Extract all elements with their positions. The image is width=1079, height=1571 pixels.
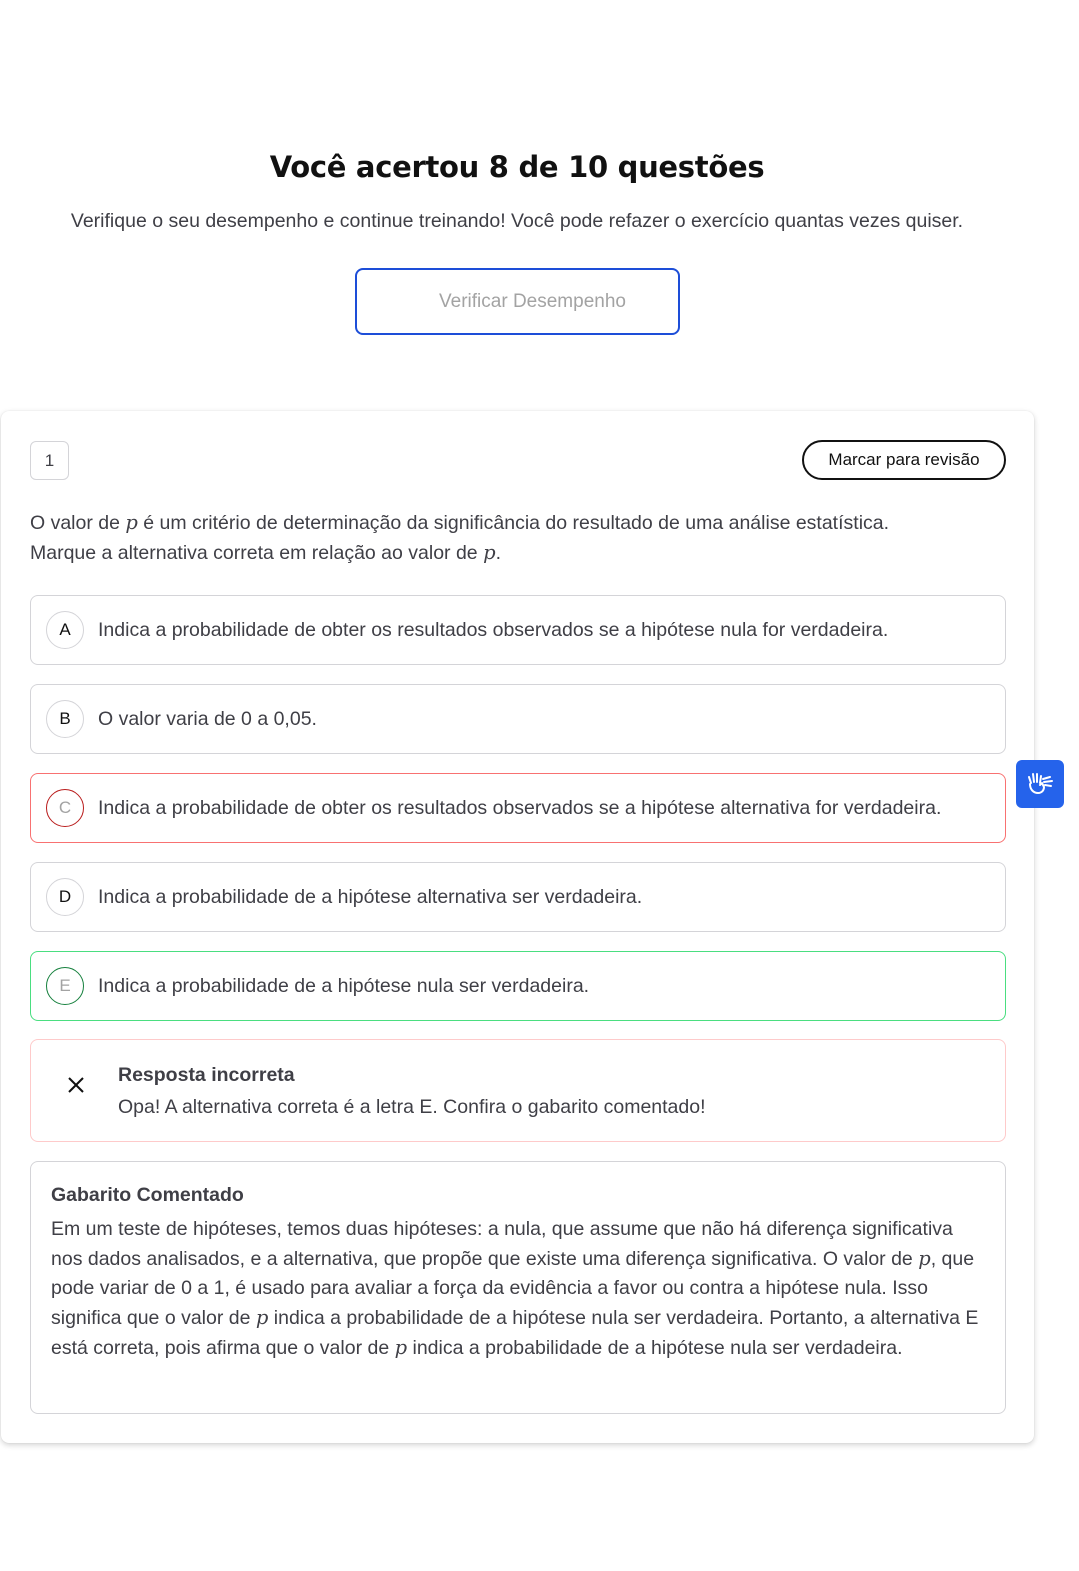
option-b[interactable] (30, 684, 1006, 754)
sign-language-button[interactable] (1016, 760, 1064, 808)
option-e[interactable] (30, 951, 1006, 1021)
math-variable: p (918, 1247, 931, 1270)
option-text: O valor varia de 0 a 0,05. (98, 707, 317, 730)
feedback-title: Resposta incorreta (118, 1064, 295, 1086)
feedback-box (30, 1039, 1006, 1142)
feedback-message: Opa! A alternativa correta é a letra E. Confira o gabarito comentado! (118, 1096, 706, 1118)
option-text: Indica a probabilidade de obter os resultados observados se a hipótese alternativa for verdadeira. (98, 796, 942, 819)
option-text: Indica a probabilidade de obter os resultados observados se a hipótese nula for verdadeira. (98, 618, 889, 641)
option-d[interactable] (30, 862, 1006, 932)
math-variable: p (255, 1306, 269, 1329)
option-letter: C (46, 789, 84, 827)
option-letter: E (46, 967, 84, 1005)
option-c[interactable] (30, 773, 1006, 843)
commentary-title: Gabarito Comentado (51, 1184, 244, 1206)
result-subtitle: Verifique o seu desempenho e continue treinando! Você pode refazer o exercício quantas vezes quiser. (70, 210, 964, 232)
question-card (1, 411, 1034, 1443)
option-letter: D (46, 878, 84, 916)
check-performance-button[interactable]: Verificar Desempenho (355, 268, 680, 335)
option-text: Indica a probabilidade de a hipótese alternativa ser verdadeira. (98, 885, 643, 908)
math-variable: p (394, 1336, 408, 1359)
close-icon (65, 1074, 87, 1096)
option-text: Indica a probabilidade de a hipótese nula ser verdadeira. (98, 974, 590, 997)
commentary-body: Em um teste de hipóteses, temos duas hipóteses: a nula, que assume que não há diferença significativa nos dados analisados, e a alternativa, que propõe que existe uma diferença significativa. O valor de p, que pode variar de 0 a 1, é usado para avaliar a força da evidência a favor ou contra a hipótese nula. Isso significa que o valor de p indica a probabilidade de a hipótese nula ser verdadeira. Portanto, a alternativa E está correta, pois afirma que o valor de p indica a probabilidade de a hipótese nula ser verdadeira. (51, 1218, 979, 1359)
answer-commentary (30, 1161, 1006, 1414)
mark-for-review-button[interactable]: Marcar para revisão (802, 440, 1006, 480)
result-title: Você acertou 8 de 10 questões (269, 150, 765, 184)
result-header (0, 150, 1034, 233)
option-letter: B (46, 700, 84, 738)
question-statement: O valor de p é um critério de determinação da significância do resultado de uma análise estatística. Marque a alternativa correta em relação ao valor de p. (30, 511, 890, 564)
option-a[interactable] (30, 595, 1006, 665)
math-variable: p (125, 511, 138, 534)
math-variable: p (483, 541, 496, 564)
sign-language-icon (1025, 769, 1055, 799)
option-letter: A (46, 611, 84, 649)
question-number: 1 (30, 441, 69, 480)
